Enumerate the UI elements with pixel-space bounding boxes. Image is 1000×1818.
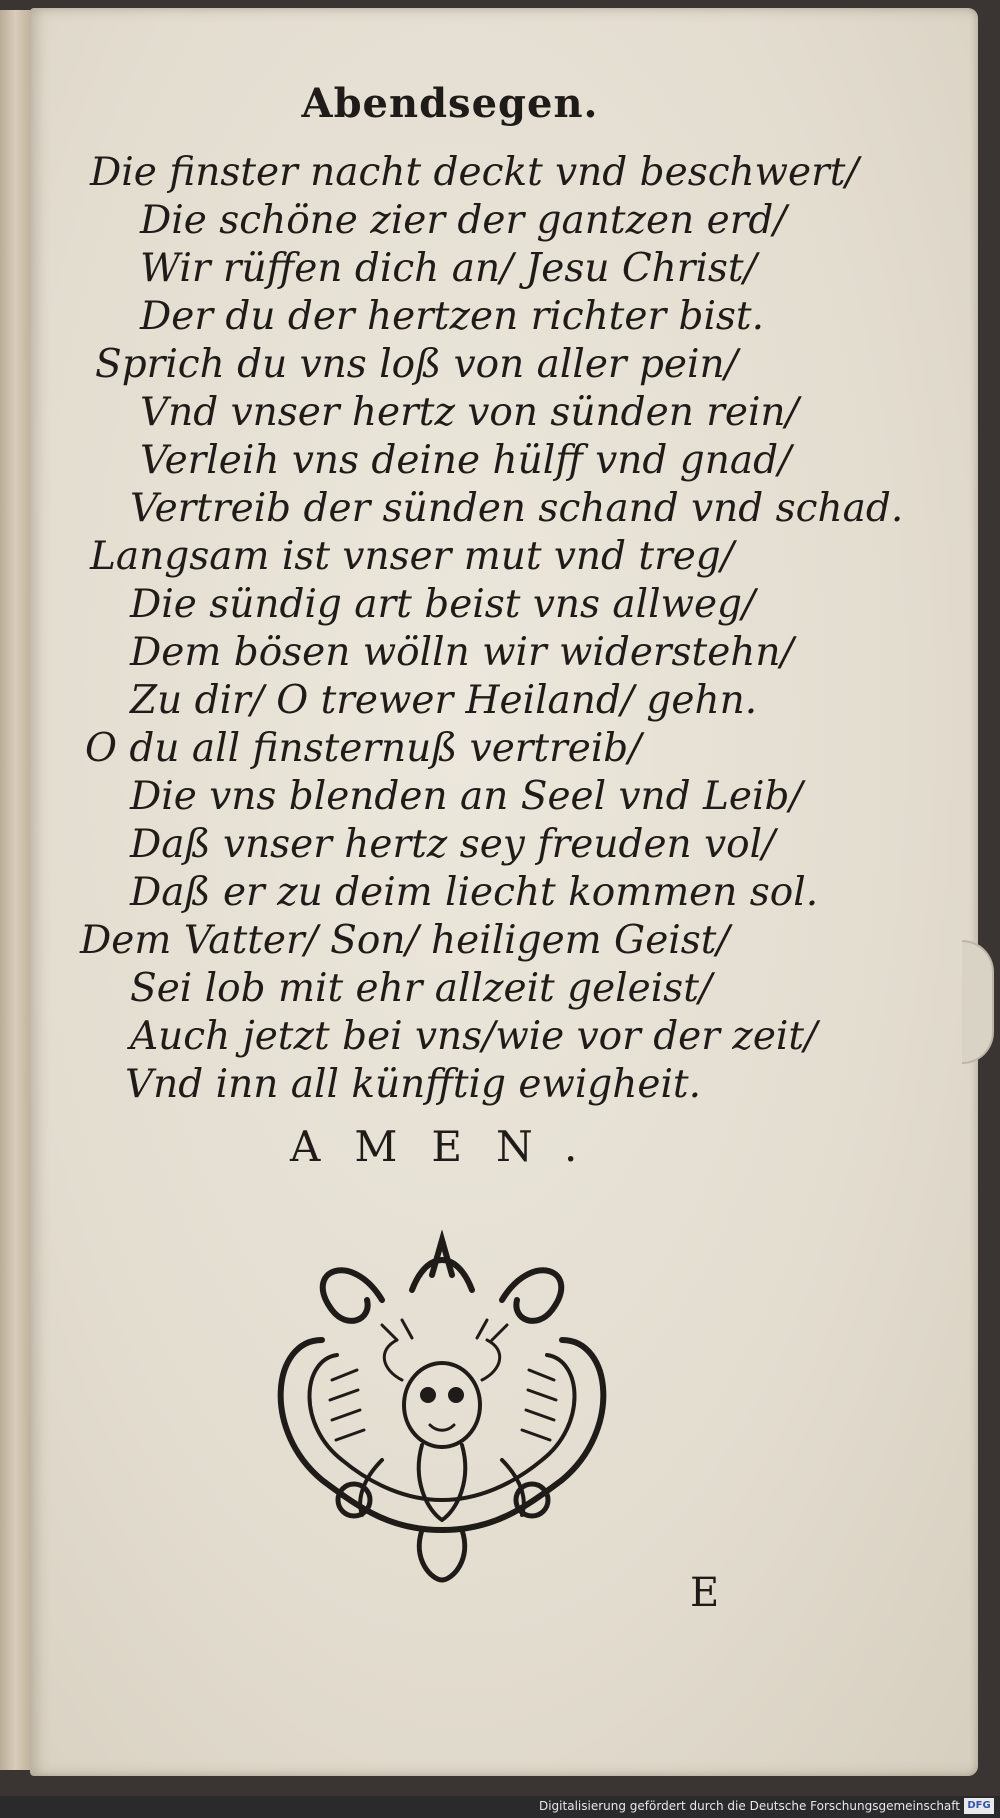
poem-line: Daß er zu deim liecht kommen sol. <box>130 870 819 915</box>
page-title: Abendsegen. <box>301 80 599 127</box>
poem-line: Zu dir/ O trewer Heiland/ gehn. <box>130 678 758 723</box>
poem-line: Sei lob mit ehr allzeit geleist/ <box>130 966 713 1011</box>
digitization-credit: Digitalisierung gefördert durch die Deutsche Forschungsgemeinschaft <box>538 1799 960 1813</box>
poem-line: Die vns blenden an Seel vnd Leib/ <box>130 774 803 819</box>
poem-line: Vnd inn all künfftig ewigheit. <box>125 1062 701 1107</box>
signature-mark: E <box>690 1570 720 1616</box>
poem-line: Die schöne zier der gantzen erd/ <box>140 198 787 243</box>
poem-line: Langsam ist vnser mut vnd treg/ <box>90 534 734 579</box>
poem-line: Der du der hertzen richter bist. <box>140 294 764 339</box>
poem-line: O du all finsternuß vertreib/ <box>85 726 642 771</box>
footer-bar <box>0 1796 1000 1818</box>
poem-line: Vertreib der sünden schand vnd schad. <box>130 486 904 531</box>
poem-line: Sprich du vns loß von aller pein/ <box>95 342 738 387</box>
amen-line: AMEN. <box>290 1122 612 1171</box>
poem-line: Vnd vnser hertz von sünden rein/ <box>140 390 799 435</box>
poem-line: Die finster nacht deckt vnd beschwert/ <box>90 150 859 195</box>
poem-line: Daß vnser hertz sey freuden vol/ <box>130 822 776 867</box>
woodcut-ornament-image <box>262 1230 628 1590</box>
poem-line: Die sündig art beist vns allweg/ <box>130 582 756 627</box>
poem-line: Auch jetzt bei vns/wie vor der zeit/ <box>130 1014 818 1059</box>
dfg-logo: DFG <box>964 1798 994 1814</box>
poem-line: Verleih vns deine hülff vnd gnad/ <box>140 438 792 483</box>
poem-line: Dem bösen wölln wir widerstehn/ <box>130 630 794 675</box>
poem-line: Wir rüffen dich an/ Jesu Christ/ <box>140 246 757 291</box>
poem-line: Dem Vatter/ Son/ heiligem Geist/ <box>80 918 730 963</box>
